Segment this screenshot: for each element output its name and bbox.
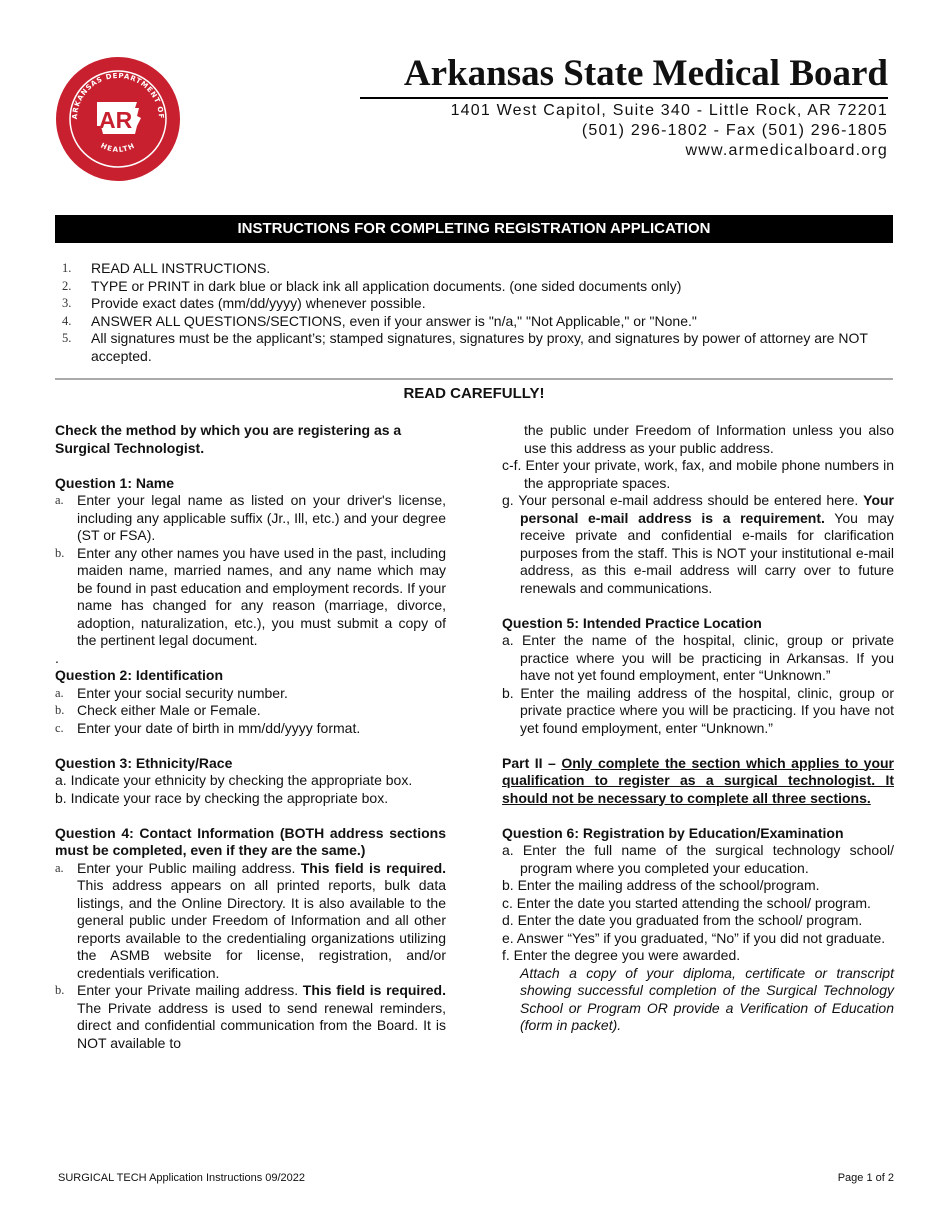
attachment-note: Attach a copy of your diploma, certificate or transcript showing successful completion of the Surgical Technology School or Program OR provide a Verification of Education (form in packet). — [520, 964, 894, 1033]
list-item: e. Answer “Yes” if you graduated, “No” if you did not graduate. — [502, 929, 886, 946]
list-item — [62, 313, 894, 331]
question-4b-continued: the public under Freedom of Information unless you also use this address as your public address. — [524, 422, 894, 456]
seal-monogram: AR — [99, 107, 133, 133]
list-text: ANSWER ALL QUESTIONS/SECTIONS, even if your answer is "n/a," "Not Applicable," or "None." — [91, 312, 697, 329]
phone-fax-line: (501) 296-1802 - Fax (501) 296-1805 — [581, 122, 888, 139]
list-number: 2. — [62, 278, 72, 293]
registration-method-intro: Check the method by which you are registering as a Surgical Technologist. — [55, 422, 402, 456]
list-item: d. Enter the date you graduated from the school/ program. — [502, 912, 863, 928]
read-carefully-heading: READ CAREFULLY! — [403, 385, 545, 402]
question-3-title: Question 3: Ethnicity/Race — [55, 754, 233, 771]
list-number: 5. — [62, 331, 72, 345]
left-column — [55, 422, 446, 1052]
question-4-title: Question 4: Contact Information (BOTH address sections must be completed, even if they are the same.) — [55, 824, 446, 858]
email-requirement-note: Your personal e-mail address is a requirement. — [520, 492, 894, 526]
list-item: b. Enter your Private mailing address. This field is required. The Private address is used to send renewal reminders, direct and confidential communication from the Board. It is NOT available to — [55, 982, 446, 1051]
list-item: b. Enter the mailing address of the school/program. — [502, 877, 820, 893]
stray-period: . — [55, 649, 59, 666]
list-item: b. Enter any other names you have used in the past, including maiden name, married names, and any name which may be found in past education and employment records. If your name has changed for any reason (marriage, divorce, adoption, naturalization, etc.), you must submit a copy of the pertinent legal document. — [55, 544, 446, 648]
question-1-title: Question 1: Name — [55, 474, 175, 491]
question-4cf-text: c-f. Enter your private, work, fax, and mobile phone numbers in the appropriate spaces. — [502, 457, 894, 491]
required-note: This field is required. — [300, 859, 447, 876]
seal-bottom-text: HEALTH — [99, 141, 137, 154]
right-column: the public under Freedom of Information unless you also use this address as your public address. c-f. Enter your private, work, fax, and mobile phone numbers in the appropriate spaces. g. Your personal e-mail address should be entered here. Your personal e-mail address is a requirement. You may receive private and confidential e-mails for clarification purposes from the staff. This is NOT your institutional e-mail address, as this e-mail address will carry over to future renewals and communications. Question 5: Intended Practice Location a. Enter the name of the hospital, clinic, group or private practice where you will be practicing in Arkansas. If you have not yet found employment, enter “Unknown.” b. Enter the mailing address of the hospital, clinic, group or private practice where you will be practicing. If you have not yet found employment, enter “Unknown.” Part II – Only complete the section which applies to your qualification to register as a surgical technologist. It should not be necessary to complete all three sections. Question 6: Registration by Education/Examination a. Enter the full name of the surgical technology school/ program where you completed your education. b. Enter the mailing address of the school/program. c. Enter the date you started attending the school/ program. d. Enter the date you graduated from the school/ program. e. Answer “Yes” if you graduated, “No” if you did not graduate. f. Enter the degree you were awarded. Attach a copy of your diploma, certificate or transcript showing successful completion of the Surgical Technology School or Program OR provide a Verification of Education (form in packet). — [502, 422, 894, 1033]
list-item: a. Enter your social security number. — [55, 684, 288, 701]
list-text: TYPE or PRINT in dark blue or black ink all application documents. (one sided documents only) — [91, 277, 682, 294]
department-of-health-seal — [55, 56, 181, 182]
list-item: a. Enter the name of the hospital, clinic, group or private practice where you will be practicing in Arkansas. If you have not yet found employment, enter “Unknown.” — [502, 632, 894, 683]
question-2-title: Question 2: Identification — [55, 667, 224, 683]
list-item — [62, 330, 894, 365]
list-text: Provide exact dates (mm/dd/yyyy) whenever possible. — [91, 295, 426, 311]
seal-ring-text: ARKANSAS DEPARTMENT OF — [70, 71, 166, 120]
list-item: a. Indicate your ethnicity by checking the appropriate box. — [55, 772, 413, 788]
address-line: 1401 West Capitol, Suite 340 - Little Rock, AR 72201 — [450, 102, 888, 119]
list-item: a. Enter your Public mailing address. This field is required. This address appears on all printed reports, bulk data listings, and the Online Directory. It is also available to the general public under Freedom of Information and all other reports available to the credentialing organizations utilizing the ASMB website for license, registration, and/or credentials verification. — [55, 859, 447, 981]
list-item — [62, 260, 894, 278]
part-2-note: Part II – Only complete the section which applies to your qualification to register as a surgical technologist. It should not be necessary to complete all three sections. — [502, 754, 894, 806]
list-number: 3. — [62, 296, 72, 310]
list-item: b. Enter the mailing address of the hospital, clinic, group or private practice where you will be practicing. If you have not yet found employment, enter “Unknown.” — [502, 684, 894, 736]
page-number: Page 1 of 2 — [837, 1172, 894, 1184]
board-title: Arkansas State Medical Board — [403, 53, 888, 94]
title-underline — [360, 97, 888, 99]
list-text: READ ALL INSTRUCTIONS. — [91, 260, 271, 276]
list-item: b. Indicate your race by checking the appropriate box. — [55, 789, 389, 806]
list-number: 4. — [62, 313, 72, 328]
list-number: 1. — [62, 261, 72, 275]
website-link[interactable]: www.armedicalboard.org — [685, 142, 888, 159]
required-note: This field is required. — [302, 982, 446, 998]
general-instructions-list — [62, 260, 894, 365]
section-divider — [55, 378, 893, 380]
list-item: a. Enter your legal name as listed on your driver's license, including any applicable suffix (Jr., Ill, etc.) and your degree (ST or FSA). — [55, 492, 446, 543]
list-item — [62, 278, 894, 296]
list-item: c. Enter the date you started attending the school/ program. — [502, 894, 871, 911]
list-item — [62, 295, 894, 313]
footer-form-id: SURGICAL TECH Application Instructions 09/2022 — [58, 1172, 306, 1184]
list-item: a. Enter the full name of the surgical technology school/ program where you completed your education. — [502, 842, 894, 876]
list-item: f. Enter the degree you were awarded. — [502, 947, 741, 963]
list-item: c. Enter your date of birth in mm/dd/yyyy format. — [55, 719, 361, 736]
instructions-banner: INSTRUCTIONS FOR COMPLETING REGISTRATION APPLICATION — [55, 215, 893, 243]
list-item: b. Check either Male or Female. — [55, 702, 261, 718]
question-6-title: Question 6: Registration by Education/Examination — [502, 824, 844, 841]
question-5-title: Question 5: Intended Practice Location — [502, 614, 762, 631]
question-1b-text: Enter any other names you have used in the past, including maiden name, married names, and any name which may be found in past education and employment records. If your name has changed for any reason (marriage, divorce, adoption, naturalization, etc.), you must submit a copy of the pertinent legal document. — [77, 544, 446, 648]
question-1a-text: Enter your legal name as listed on your driver's license, including any applicable suffix (Jr., Ill, etc.) and your degree (ST or FSA). — [77, 492, 446, 543]
list-text: All signatures must be the applicant’s; stamped signatures, signatures by proxy, and signatures by power of attorney are NOT accepted. — [91, 330, 868, 364]
